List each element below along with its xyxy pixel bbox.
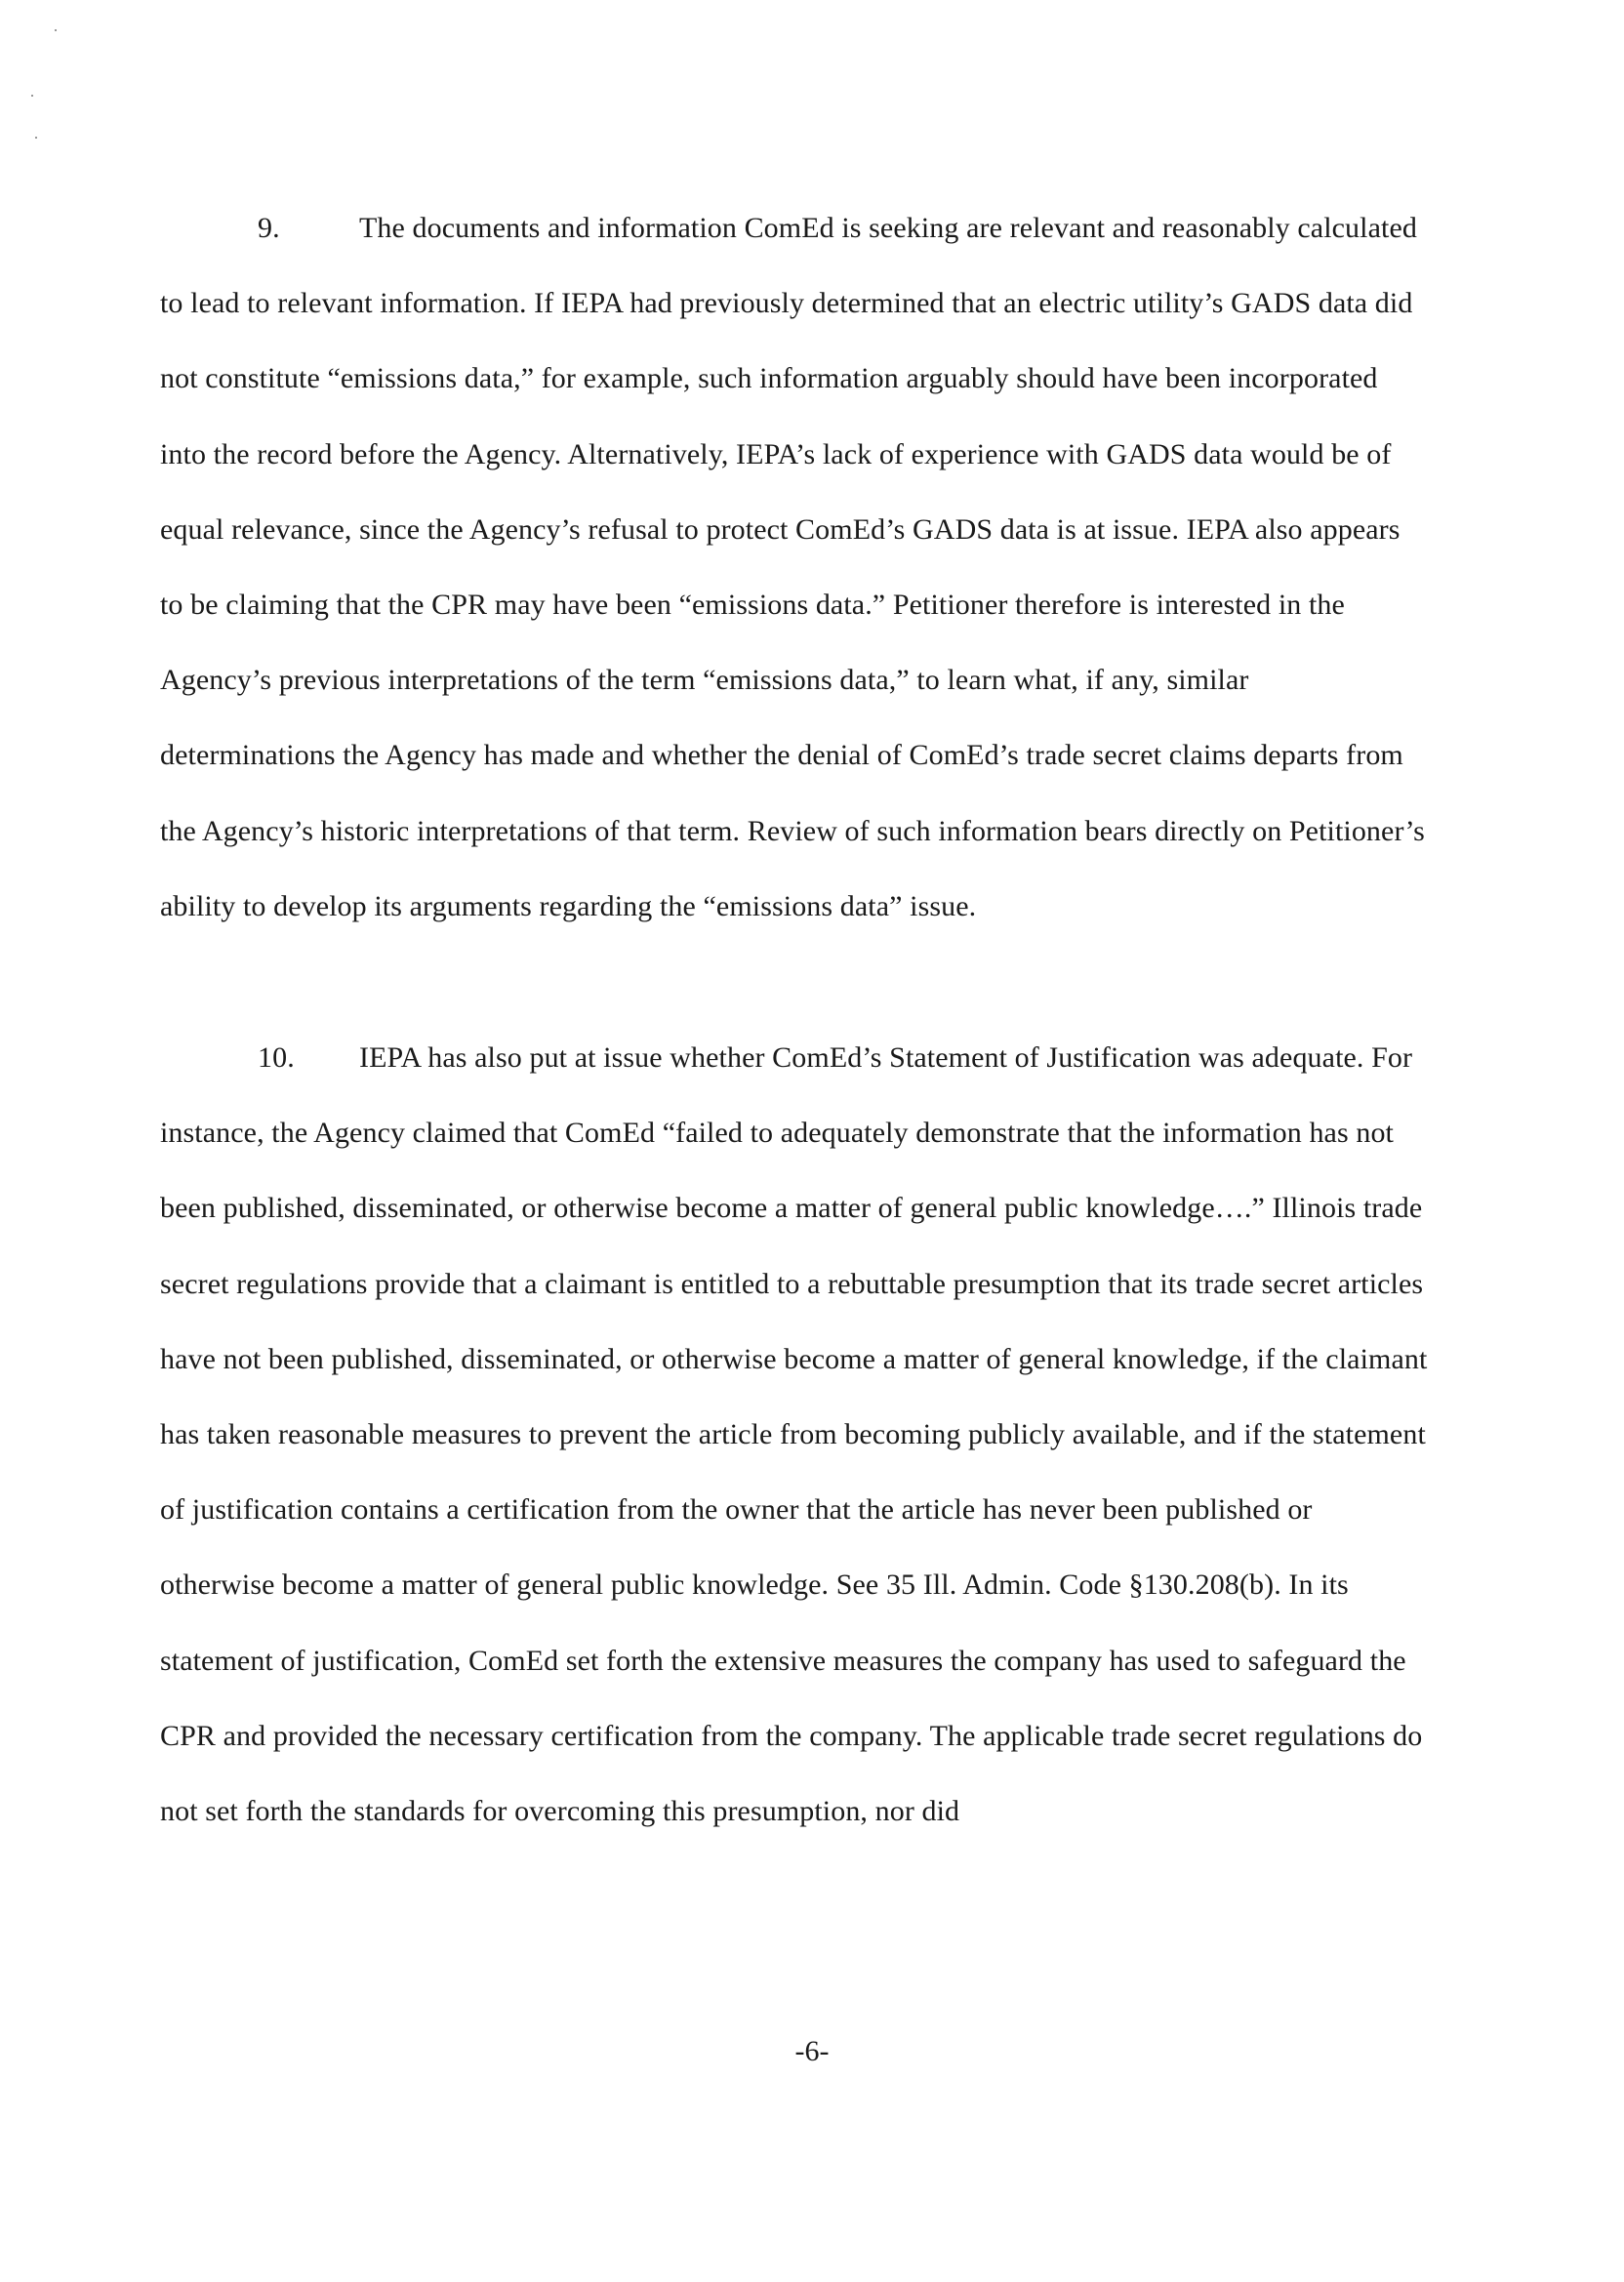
- scan-speck: [31, 95, 33, 97]
- paragraph-9-text: The documents and information ComEd is seeking are relevant and reasonably calculated to lead to relevant information. If IEPA had previously determined that an electric utility’s GADS data did not constitute “emissions data,” for example, such information arguably should have been incorporated into the record before the Agency. Alternatively, IEPA’s lack of experience with GADS data would be of equal relevance, since the Agency’s refusal to protect ComEd’s GADS data is at issue. IEPA also appears to be claiming that the CPR may have been “emissions data.” Petitioner therefore is interested in the Agency’s previous interpretations of the term “emissions data,” to learn what, if any, similar determinations the Agency has made and whether the denial of ComEd’s trade secret claims departs from the Agency’s historic interpretations of that term. Review of such information bears directly on Petitioner’s ability to develop its arguments regarding the “emissions data” issue.: [160, 212, 1425, 922]
- paragraph-9: [160, 190, 1429, 944]
- scan-speck: [35, 137, 37, 139]
- paragraph-9-number: 9.: [258, 212, 280, 244]
- page-number: -6-: [794, 2035, 830, 2067]
- paragraph-10-number: 10.: [258, 1041, 295, 1074]
- paragraph-10-text: IEPA has also put at issue whether ComEd’s Statement of Justification was adequate. For instance, the Agency claimed that ComEd “failed to adequately demonstrate that the information has not been published, disseminated, or otherwise become a matter of general public knowledge….” Illinois trade secret regulations provide that a claimant is entitled to a rebuttable presumption that its trade secret articles have not been published, disseminated, or otherwise become a matter of general knowledge, if the claimant has taken reasonable measures to prevent the article from becoming publicly available, and if the statement of justification contains a certification from the owner that the article has never been published or otherwise become a matter of general public knowledge. See 35 Ill. Admin. Code §130.208(b). In its statement of justification, ComEd set forth the extensive measures the company has used to safeguard the CPR and provided the necessary certification from the company. The applicable trade secret regulations do not set forth the standards for overcoming this presumption, nor did: [160, 1041, 1428, 1828]
- paragraph-10: [160, 1020, 1429, 1849]
- scan-speck: [55, 29, 57, 31]
